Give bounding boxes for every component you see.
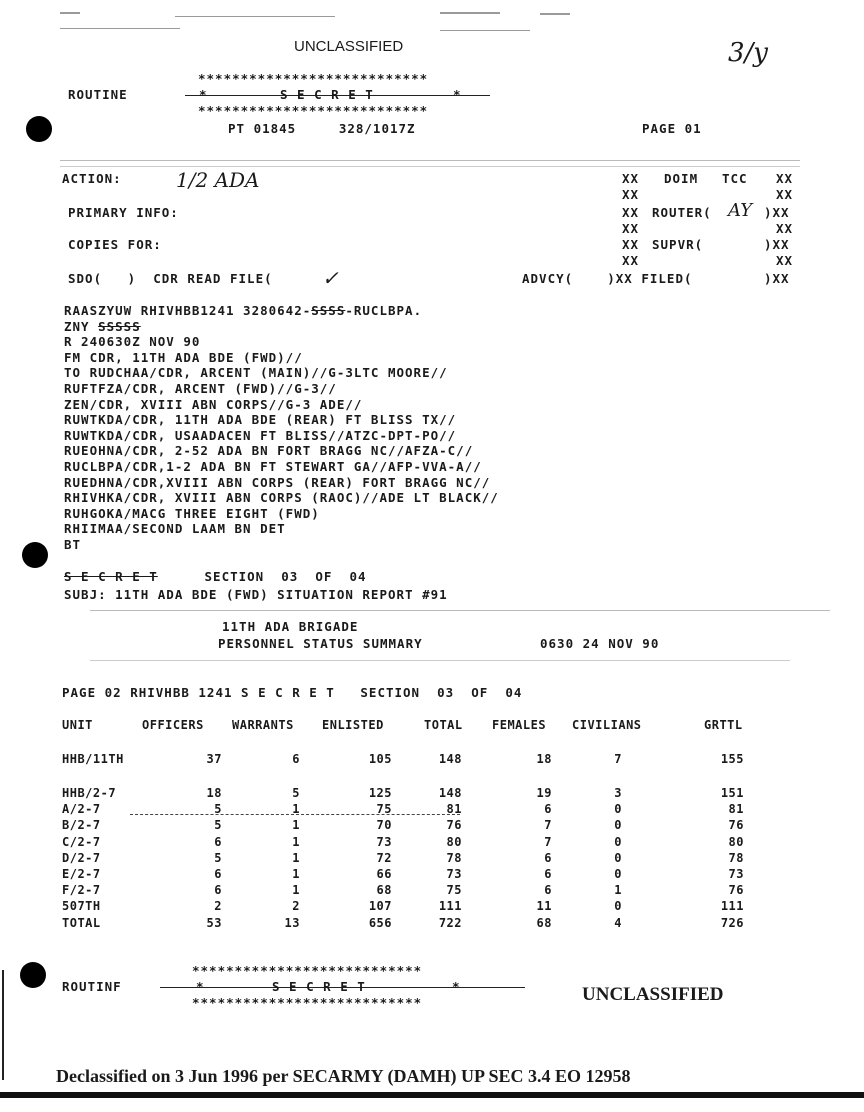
table-row-unit: C/2-7 [62,835,101,849]
scan-edge [2,970,4,1080]
table-cell: 6 [214,835,222,849]
table-cell: 1 [292,867,300,881]
table-cell: 6 [214,883,222,897]
table-row-unit: HHB/11TH [62,752,124,766]
table-cell: 5 [292,786,300,800]
table-cell: 53 [206,916,222,930]
secret-marker-right: * [453,87,462,102]
table-cell: 111 [438,899,462,913]
table-cell: 0 [614,867,622,881]
table-cell: 105 [368,752,392,766]
handwritten-page-number: 3/y [728,38,768,68]
router-xx: XX [776,221,794,236]
router-handwritten: AY [728,200,753,221]
punch-hole [22,542,48,568]
header-secret-banner [185,88,490,102]
scan-noise [90,660,790,661]
table-cell: 6 [214,867,222,881]
header-stars-bottom: *************************** [198,103,429,118]
message-line: RUEDHNA/CDR,XVIII ABN CORPS (REAR) FORT BRAGG NC// [64,474,491,490]
table-header-cell: ENLISTED [322,718,384,732]
table-cell: 1 [292,818,300,832]
table-header-cell: GRTTL [704,718,743,732]
table-cell: 18 [206,786,222,800]
scan-noise [60,12,80,14]
table-cell: 76 [728,818,744,832]
table-cell: 111 [720,899,744,913]
message-line: FM CDR, 11TH ADA BDE (FWD)// [64,349,303,365]
router-label: ROUTER( [652,205,712,220]
table-cell: 68 [376,883,392,897]
scan-noise [440,30,530,31]
table-cell: 7 [614,752,622,766]
subject-line: SUBJ: 11TH ADA BDE (FWD) SITUATION REPORT #91 [64,587,448,602]
table-cell: 68 [536,916,552,930]
message-line: R 240630Z NOV 90 [64,334,201,350]
table-cell: 726 [720,916,744,930]
action-label: ACTION: [62,171,122,186]
table-row-unit: 507TH [62,899,101,913]
table-cell: 18 [536,752,552,766]
routine-label: ROUTINE [68,87,128,102]
footer-routine-label: ROUTINF [62,979,122,994]
table-cell: 6 [544,851,552,865]
table-cell: 73 [376,835,392,849]
table-header-cell: OFFICERS [142,718,204,732]
message-line: ZEN/CDR, XVIII ABN CORPS//G-3 ADE// [64,396,363,412]
action-handwritten: 1/2 ADA [176,168,260,192]
tcc-xx-1: XX [776,171,794,186]
table-cell: 0 [614,835,622,849]
table-cell: 81 [446,802,462,816]
message-line: ZNY SSSSS [64,318,141,334]
table-cell: 11 [536,899,552,913]
table-cell: 78 [728,851,744,865]
table-cell: 2 [214,899,222,913]
table-cell: 1 [614,883,622,897]
footer-secret-marker-left: * [196,979,205,994]
table-cell: 78 [446,851,462,865]
table-row-unit: HHB/2-7 [62,786,117,800]
message-line: RAASZYUW RHIVHBB1241 3280642-SSSS-RUCLBPA. [64,303,423,318]
scan-underline [130,814,460,815]
table-cell: 6 [544,883,552,897]
page-number: PAGE 01 [642,121,702,136]
struck-text: SSSSS [98,318,141,334]
scan-noise [540,13,570,15]
table-cell: 0 [614,899,622,913]
table-cell: 1 [292,802,300,816]
table-cell: 3 [614,786,622,800]
table-cell: 5 [214,818,222,832]
table-cell: 37 [206,752,222,766]
punch-hole [20,962,46,988]
xx-1: XX [622,171,640,186]
table-row-unit: B/2-7 [62,818,101,832]
section-label: SECTION 03 OF 04 [196,569,367,584]
table-cell: 75 [446,883,462,897]
page-two-line: PAGE 02 RHIVHBB 1241 S E C R E T SECTION 03 OF 04 [62,685,523,700]
message-line: RHIIMAA/SECOND LAAM BN DET [64,521,286,537]
message-line: RUWTKDA/CDR, USAADACEN FT BLISS//ATZC-DPT-PO// [64,427,457,443]
table-row-unit: TOTAL [62,916,101,930]
table-header-cell: WARRANTS [232,718,294,732]
table-cell: 155 [720,752,744,766]
scan-noise [60,160,800,161]
message-id: PT 01845 328/1017Z [228,121,416,136]
read-file-checkmark: ✓ [322,266,339,290]
section-secret-struck: S E C R E T [64,569,158,584]
scan-noise [60,28,180,29]
table-cell: 80 [728,835,744,849]
scan-noise [90,610,830,611]
footer-stars-bottom: *************************** [192,995,423,1010]
copies-for-label: COPIES FOR: [68,237,162,252]
advcy-line: ADVCY( )XX FILED( [522,271,693,286]
table-header-cell: FEMALES [492,718,547,732]
footer-secret-marker-right: * [452,979,461,994]
xx-2: XX [622,187,640,202]
footer-secret-classification: S E C R E T [272,979,366,994]
xx-4: XX [622,221,640,236]
table-cell: 19 [536,786,552,800]
table-header-cell: CIVILIANS [572,718,642,732]
footer-stars-top: *************************** [192,963,423,978]
table-cell: 76 [728,883,744,897]
message-line: RUEOHNA/CDR, 2-52 ADA BN FORT BRAGG NC//AFZA-C// [64,443,474,459]
scan-noise [175,16,335,17]
tcc-xx-2: XX [776,187,794,202]
table-cell: 73 [446,867,462,881]
table-cell: 148 [438,752,462,766]
table-cell: 151 [720,786,744,800]
table-cell: 0 [614,818,622,832]
xx-6: XX [622,253,640,268]
xx-5: XX [622,237,640,252]
table-cell: 73 [728,867,744,881]
table-cell: 125 [368,786,392,800]
table-row-unit: D/2-7 [62,851,101,865]
unclassified-bottom: UNCLASSIFIED [582,984,724,1005]
table-cell: 72 [376,851,392,865]
supvr-close: )XX [764,237,790,252]
scan-noise [440,12,500,14]
table-cell: 81 [728,802,744,816]
tcc-label: TCC [722,171,748,186]
table-cell: 5 [214,851,222,865]
table-header-cell: UNIT [62,718,93,732]
table-cell: 722 [438,916,462,930]
xx-3: XX [622,205,640,220]
table-cell: 0 [614,802,622,816]
message-line: RUWTKDA/CDR, 11TH ADA BDE (REAR) FT BLISS TX// [64,412,457,428]
table-cell: 6 [544,867,552,881]
table-cell: 107 [368,899,392,913]
brigade-title: 11TH ADA BRIGADE [222,619,359,634]
table-cell: 76 [446,818,462,832]
secret-marker-left: * [199,87,208,102]
table-cell: 5 [214,802,222,816]
message-line: RUCLBPA/CDR,1-2 ADA BN FT STEWART GA//AFP-VVA-A// [64,459,482,474]
table-cell: 4 [614,916,622,930]
message-line: RUHGOKA/MACG THREE EIGHT (FWD) [64,505,320,521]
filed-close: )XX [764,271,790,286]
scan-noise [60,166,800,167]
table-cell: 0 [614,851,622,865]
report-time: 0630 24 NOV 90 [540,636,660,651]
table-cell: 6 [544,802,552,816]
table-cell: 6 [292,752,300,766]
supvr-label: SUPVR( [652,237,704,252]
footer-secret-banner [160,980,525,994]
table-cell: 1 [292,883,300,897]
sdo-line: SDO( ) CDR READ FILE( [68,271,273,286]
secret-classification: S E C R E T [280,87,374,102]
table-row-unit: F/2-7 [62,883,101,897]
table-cell: 148 [438,786,462,800]
table-row-unit: E/2-7 [62,867,101,881]
message-line: RHIVHKA/CDR, XVIII ABN CORPS (RAOC)//ADE LT BLACK// [64,490,499,506]
table-cell: 80 [446,835,462,849]
table-cell: 2 [292,899,300,913]
supvr-xx: XX [776,253,794,268]
message-line: BT [64,537,82,552]
struck-text: SSSS [311,303,346,318]
table-cell: 1 [292,851,300,865]
table-cell: 7 [544,835,552,849]
table-header-cell: TOTAL [424,718,463,732]
table-cell: 75 [376,802,392,816]
primary-info-label: PRIMARY INFO: [68,205,179,220]
table-cell: 1 [292,835,300,849]
table-cell: 13 [284,916,300,930]
unclassified-top: UNCLASSIFIED [294,38,404,55]
table-cell: 70 [376,818,392,832]
declassification-notice: Declassified on 3 Jun 1996 per SECARMY (DAMH) UP SEC 3.4 EO 12958 [56,1066,631,1086]
table-row-unit: A/2-7 [62,802,101,816]
bottom-border [0,1092,864,1098]
table-cell: 7 [544,818,552,832]
router-close: )XX [764,205,790,220]
table-cell: 66 [376,867,392,881]
doim-label: DOIM [664,171,699,186]
header-stars-top: *************************** [198,71,429,86]
table-cell: 656 [368,916,392,930]
message-line: TO RUDCHAA/CDR, ARCENT (MAIN)//G-3LTC MOORE// [64,365,448,381]
punch-hole [26,116,52,142]
personnel-summary-title: PERSONNEL STATUS SUMMARY [218,636,423,651]
message-line: RUFTFZA/CDR, ARCENT (FWD)//G-3// [64,381,337,396]
